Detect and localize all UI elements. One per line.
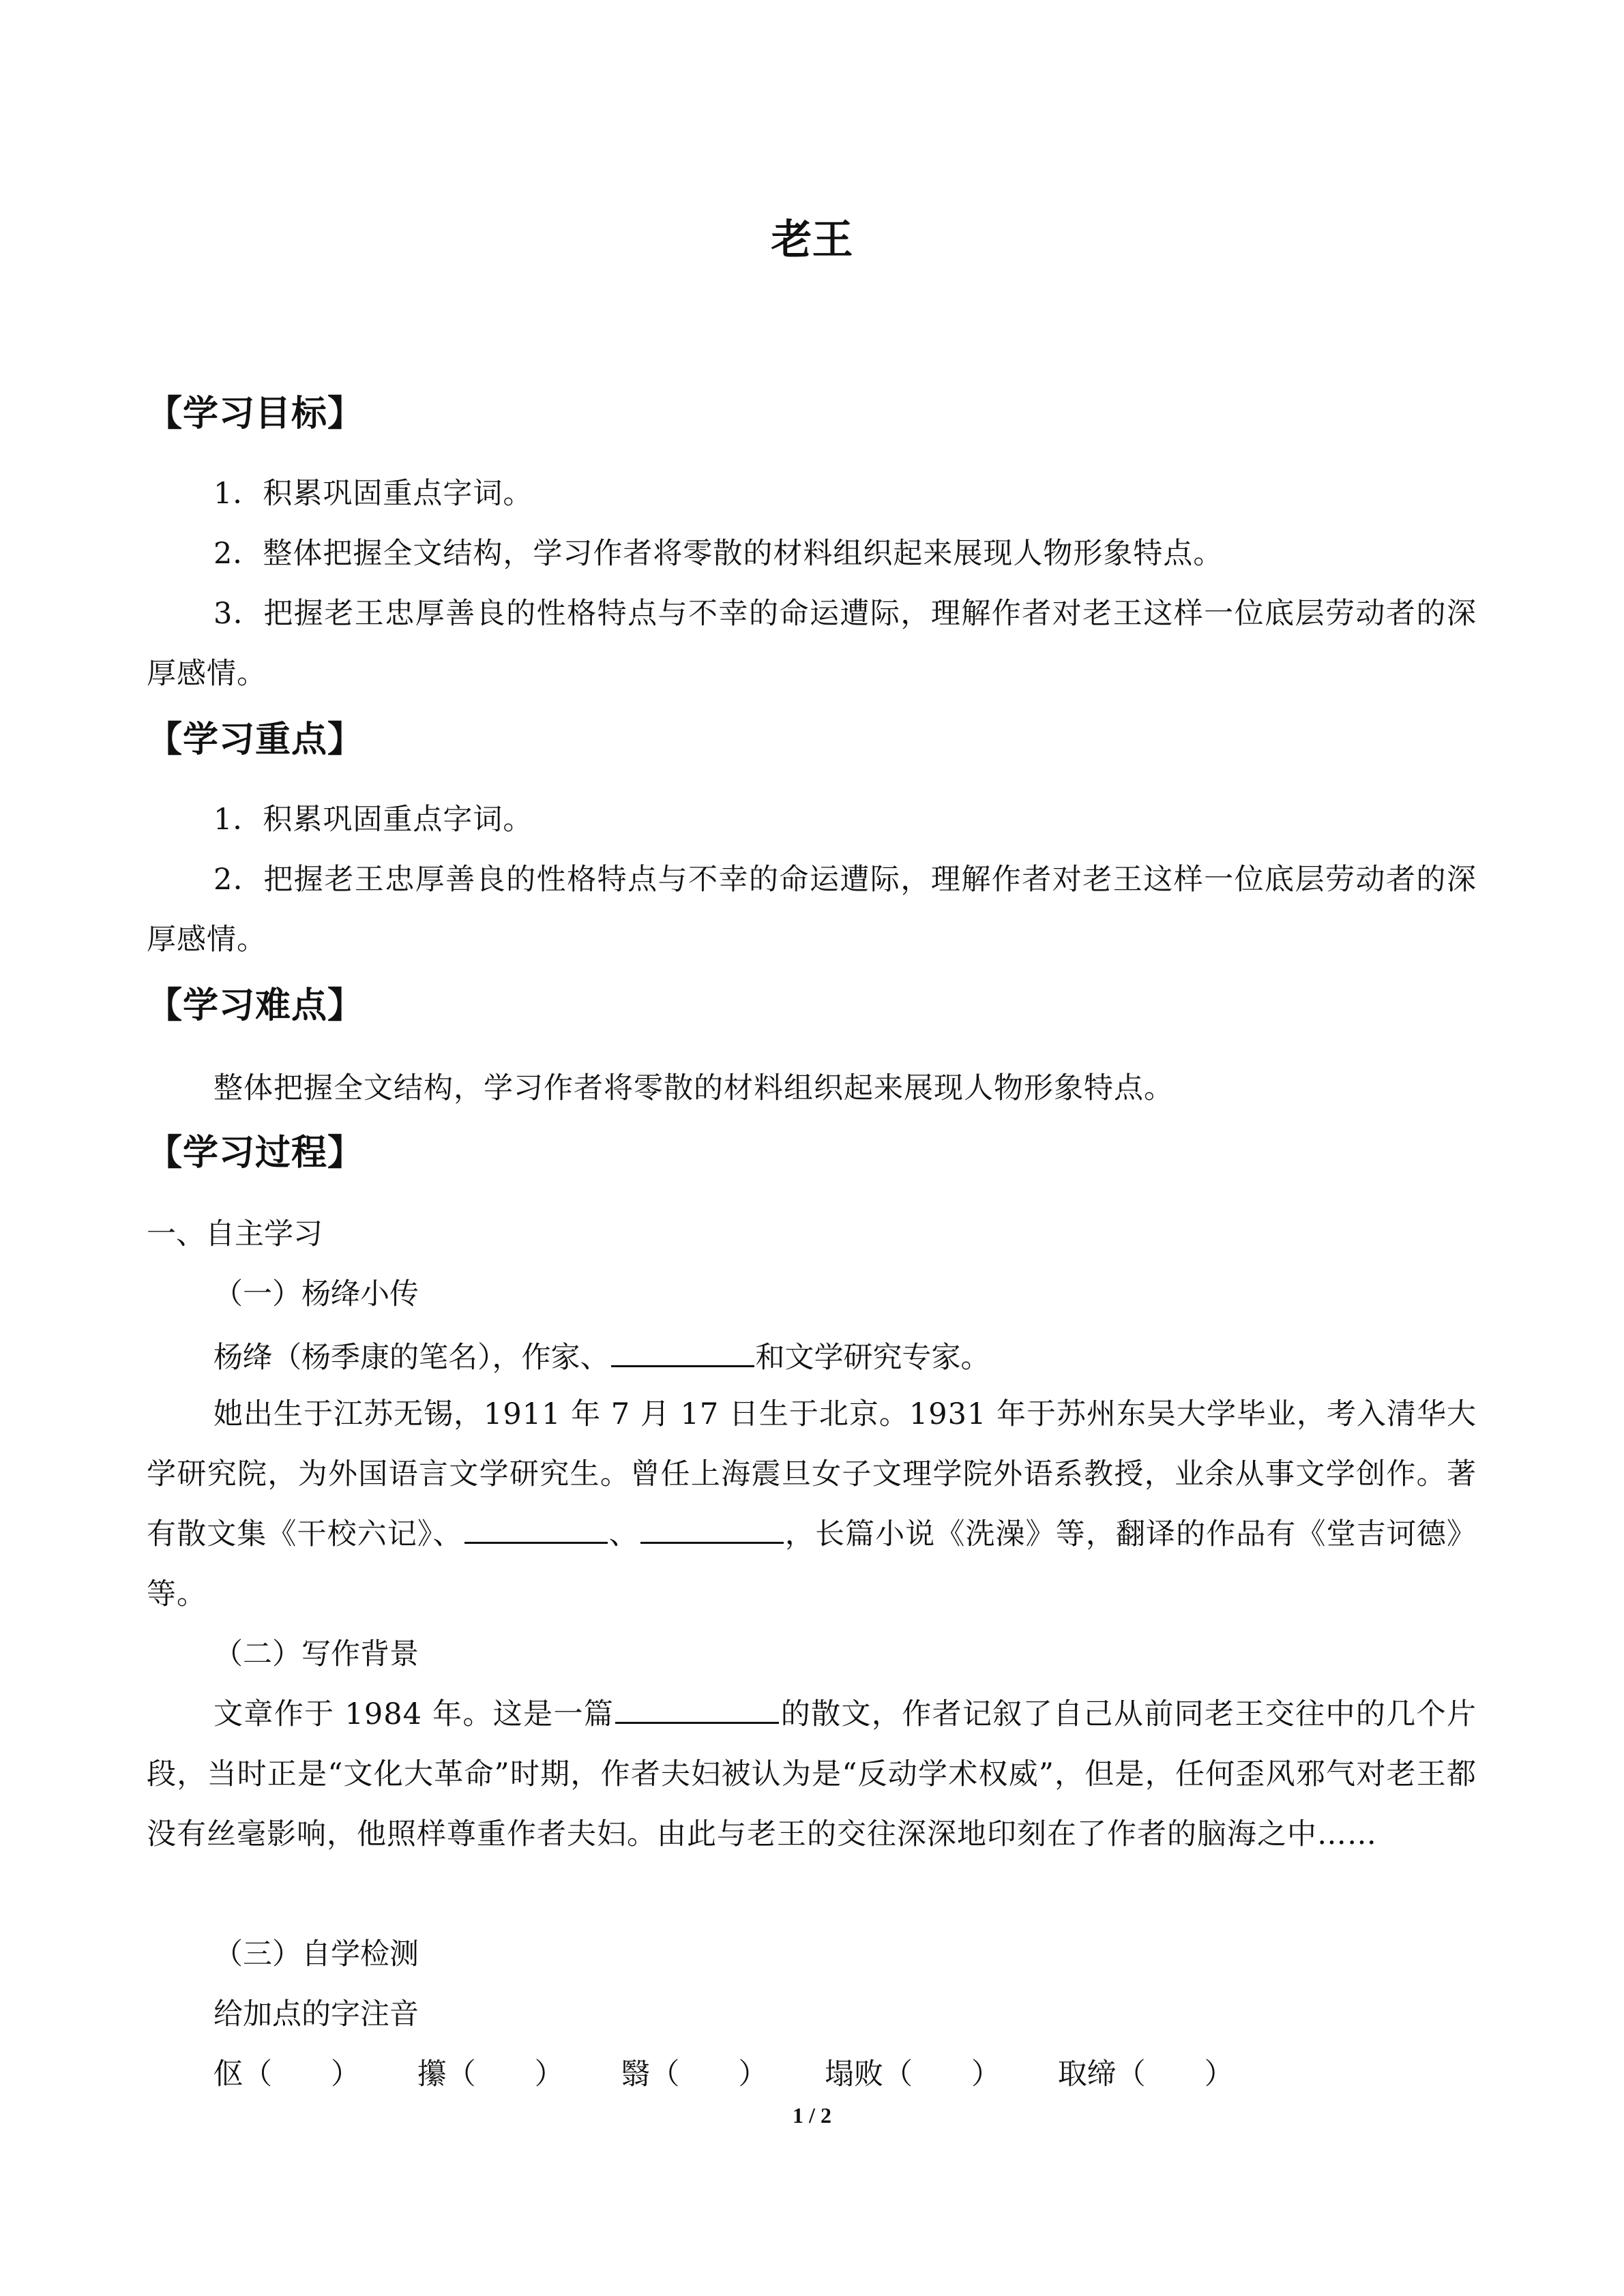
process-heading: 【学习过程】 — [147, 1133, 364, 1174]
fill-blank-occupation[interactable] — [611, 1334, 754, 1367]
key-point-item-1: 1．积累巩固重点字词。 — [213, 803, 533, 837]
page-number: 1 / 2 — [793, 2103, 831, 2128]
bio-paragraph-text-end: ，长篇小说《洗澡》等，翻译的作品有《堂吉诃德》等。 — [147, 1517, 1477, 1611]
bio-intro-text-end: 和文学研究专家。 — [755, 1341, 990, 1375]
bio-intro-line — [213, 1334, 990, 1378]
pinyin-exercise-row — [213, 2054, 1282, 2095]
bio-separator: 、 — [608, 1517, 639, 1551]
pinyin-item[interactable]: 攥（ ） — [417, 2057, 564, 2091]
objective-item-1: 1．积累巩固重点字词。 — [213, 477, 533, 511]
pinyin-item[interactable]: 伛（ ） — [213, 2057, 360, 2091]
fill-blank-work-1[interactable] — [464, 1510, 608, 1544]
bio-paragraph-text: 她出生于江苏无锡，1911 年 7 月 17 日生于北京。1931 年于苏州东吴大学毕业，考入清华大学研究院，为外国语言文学研究生。曾任上海震旦女子文理学院外语系教授，业余从事文学创作。著有散文集《干校六记》、 — [147, 1397, 1477, 1551]
fill-blank-work-2[interactable] — [640, 1510, 784, 1544]
key-point-item-2: 2．把握老王忠厚善良的性格特点与不幸的命运遭际，理解作者对老王这样一位底层劳动者的深厚感情。 — [147, 863, 1477, 957]
bio-paragraph — [147, 1384, 1477, 1624]
objective-item-3: 3．把握老王忠厚善良的性格特点与不幸的命运遭际，理解作者对老王这样一位底层劳动者的深厚感情。 — [147, 597, 1477, 691]
pinyin-item[interactable]: 塌败（ ） — [825, 2057, 1001, 2091]
difficulties-text: 整体把握全文结构，学习作者将零散的材料组织起来展现人物形象特点。 — [213, 1071, 1174, 1105]
objective-item-2: 2．整体把握全文结构，学习作者将零散的材料组织起来展现人物形象特点。 — [213, 537, 1224, 571]
subsection-background: （二）写作背景 — [213, 1637, 419, 1671]
key-points-heading: 【学习重点】 — [147, 719, 364, 760]
pinyin-instruction: 给加点的字注音 — [213, 1997, 419, 2031]
pinyin-item[interactable]: 取缔（ ） — [1057, 2057, 1234, 2091]
difficulties-heading: 【学习难点】 — [147, 985, 364, 1026]
subsection-self-test: （三）自学检测 — [213, 1937, 419, 1971]
objectives-heading: 【学习目标】 — [147, 393, 364, 434]
subsection-biography: （一）杨绛小传 — [213, 1277, 419, 1311]
fill-blank-genre[interactable] — [615, 1690, 779, 1724]
page-title: 老王 — [771, 216, 853, 264]
background-paragraph — [147, 1684, 1477, 1864]
background-text: 文章作于 1984 年。这是一篇 — [213, 1697, 615, 1731]
bio-intro-text: 杨绛（杨季康的笔名），作家、 — [213, 1341, 610, 1375]
section-self-study: 一、自主学习 — [147, 1217, 323, 1251]
pinyin-item[interactable]: 翳（ ） — [621, 2057, 768, 2091]
background-text-end: 的散文，作者记叙了自己从前同老王交往中的几个片段，当时正是“文化大革命”时期，作者夫妇被认为是“反动学术权威”，但是，任何歪风邪气对老王都没有丝毫影响，他照样尊重作者夫妇。由此与老王的交往深深地印刻在了作者的脑海之中…… — [147, 1697, 1477, 1851]
